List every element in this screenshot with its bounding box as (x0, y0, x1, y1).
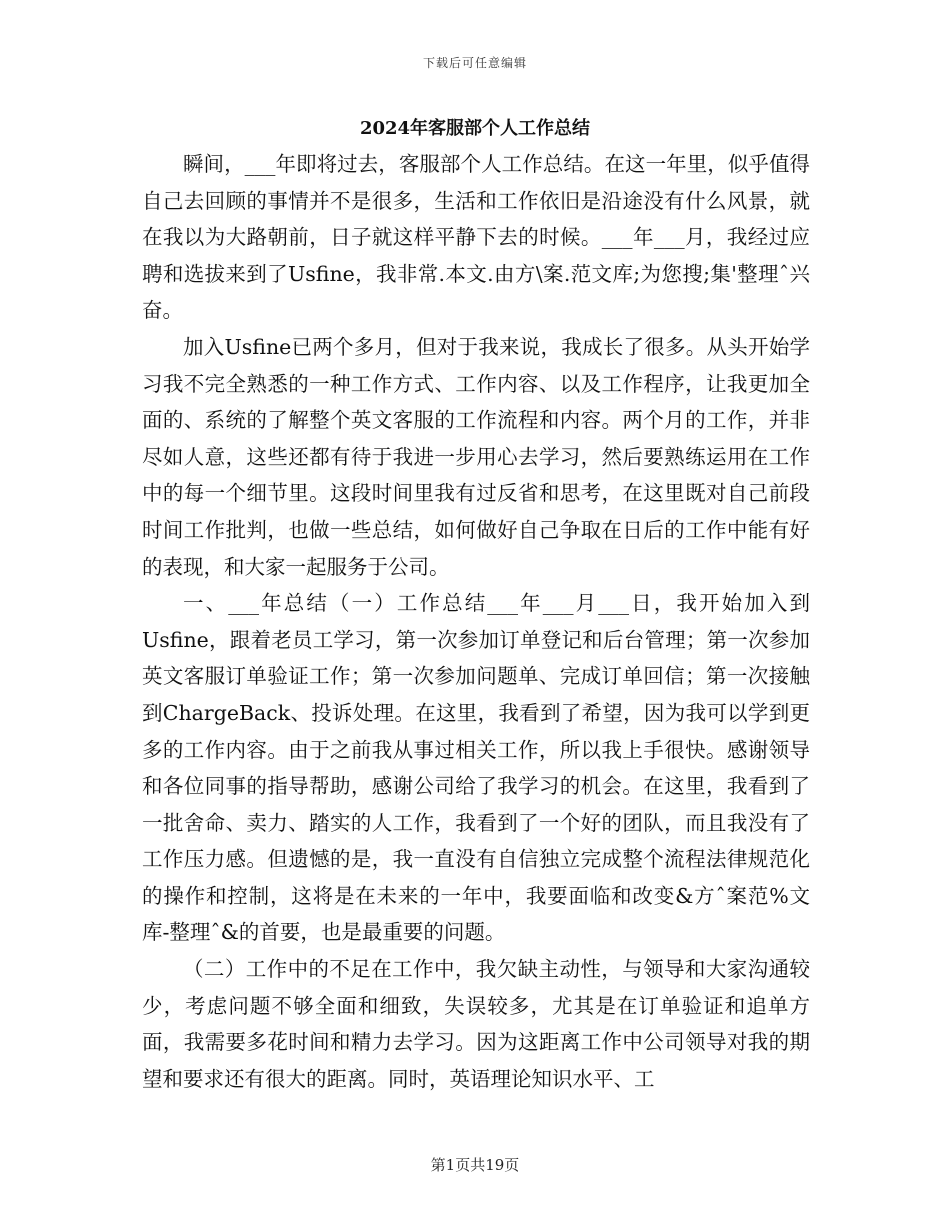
paragraph-2: 加入Usfine已两个多月，但对于我来说，我成长了很多。从头开始学习我不完全熟悉的一种工作方式、工作内容、以及工作程序，让我更加全面的、系统的了解整个英文客服的工作流程和内容。两个月的工作，并非尽如人意，这些还都有待于我进一步用心去学习，然后要熟练运用在工作中的每一个细节里。这段时间里我有过反省和思考，在这里既对自己前段时间工作批判，也做一些总结，如何做好自己争取在日后的工作中能有好的表现，和大家一起服务于公司。 (142, 334, 810, 579)
paragraph-3: 一、___年总结（一）工作总结___年___月___日，我开始加入到Usfine，跟着老员工学习，第一次参加订单登记和后台管理；第一次参加英文客服订单验证工作；第一次参加问题单、完成订单回信；第一次接触到ChargeBack、投诉处理。在这里，我看到了希望，因为我可以学到更多的工作内容。由于之前我从事过相关工作，所以我上手很快。感谢领导和各位同事的指导帮助，感谢公司给了我学习的机会。在这里，我看到了一批舍命、卖力、踏实的人工作，我看到了一个好的团队，而且我没有了工作压力感。但遗憾的是，我一直没有自信独立完成整个流程法律规范化的操作和控制，这将是在未来的一年中，我要面临和改变&方ˆ案范%文库-整理ˆ&的首要，也是最重要的问题。 (142, 591, 810, 945)
page-number: 第1页共19页 (430, 1156, 520, 1174)
document-body (142, 146, 810, 1097)
header-note: 下载后可任意编辑 (422, 56, 527, 70)
paragraph-4: （二）工作中的不足在工作中，我欠缺主动性，与领导和大家沟通较少，考虑问题不够全面和细致，失误较多，尤其是在订单验证和追单方面，我需要多花时间和精力去学习。因为这距离工作中公司领导对我的期望和要求还有很大的距离。同时，英语理论知识水平、工 (142, 957, 810, 1091)
document-title: 2024年客服部个人工作总结 (359, 118, 591, 139)
paragraph-1: 瞬间，___年即将过去，客服部个人工作总结。在这一年里，似乎值得自己去回顾的事情并不是很多，生活和工作依旧是沿途没有什么风景，就在我以为大路朝前，日子就这样平静下去的时候。___年___月，我经过应聘和选拔来到了Usfine，我非常.本文.由方\案.范文库;为您搜;集'整理ˆ兴奋。 (142, 152, 810, 323)
